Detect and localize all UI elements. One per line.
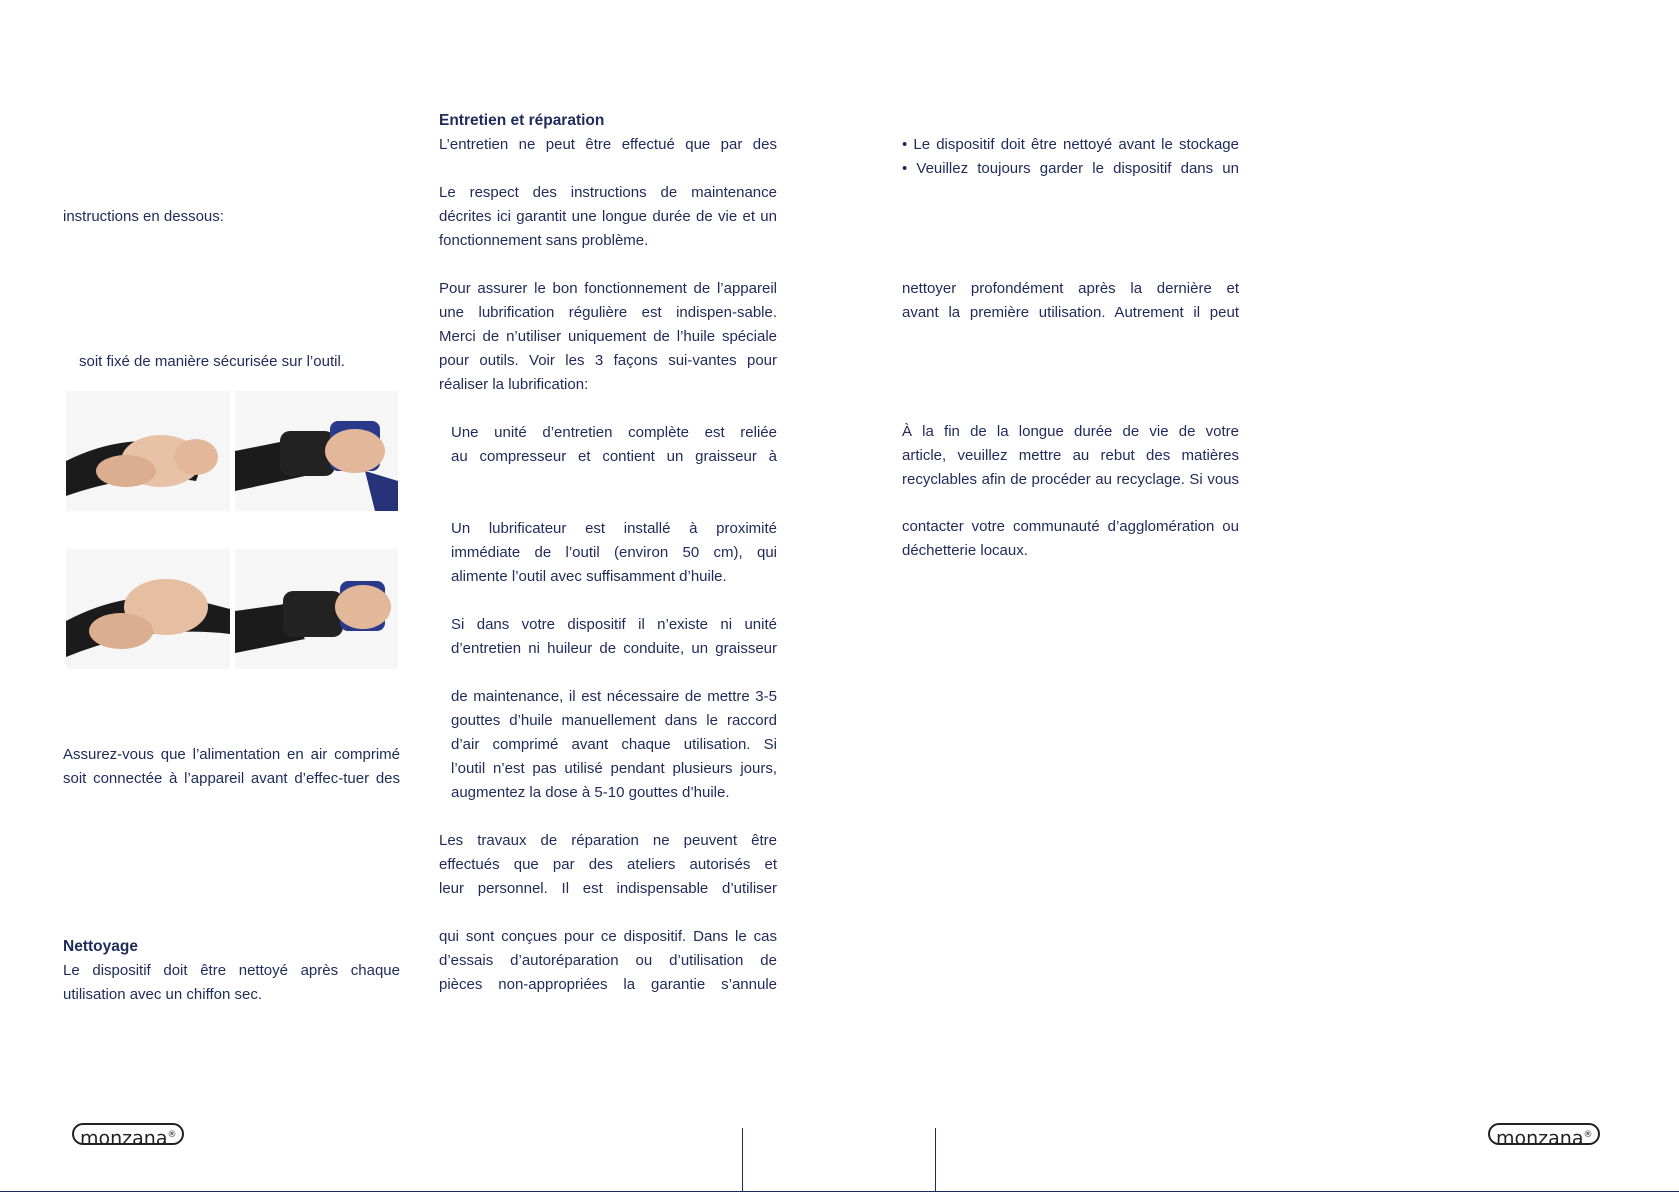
body-line: augmentez la dose à 5-10 gouttes d’huile. <box>451 784 730 801</box>
body-line: réaliser la lubrification: <box>439 376 589 393</box>
registered-mark: ® <box>167 1130 177 1140</box>
body-line: • Veuillez toujours garder le dispositif dans un <box>902 160 1239 177</box>
body-line: décrites ici garantit une longue durée de vie et un <box>439 208 777 225</box>
body-line: nettoyer profondément après la dernière et <box>902 280 1239 297</box>
body-line: recyclables afin de procéder au recyclage. Si vous <box>902 471 1239 488</box>
body-line: qui sont conçues pour ce dispositif. Dans le cas <box>439 928 777 945</box>
body-line: déchetterie locaux. <box>902 542 1028 559</box>
cleaning-heading: Nettoyage <box>63 938 138 955</box>
body-line: d’essais d’autoréparation ou d’utilisation de <box>439 952 777 969</box>
body-line: • Le dispositif doit être nettoyé avant le stockage <box>902 136 1239 153</box>
body-line: Une unité d’entretien complète est reliée <box>451 424 777 441</box>
body-line: Un lubrificateur est installé à proximité <box>451 520 777 537</box>
hose-photo-4 <box>235 549 398 669</box>
body-line: À la fin de la longue durée de vie de votre <box>902 423 1239 440</box>
body-line: avant la première utilisation. Autrement il peut <box>902 304 1239 321</box>
body-line: article, veuillez mettre au rebut des matières <box>902 447 1239 464</box>
maintenance-heading: Entretien et réparation <box>439 112 605 129</box>
body-line: Les travaux de réparation ne peuvent être <box>439 832 777 849</box>
body-line: effectués que par des ateliers autorisés et <box>439 856 777 873</box>
fold-line-left <box>742 1128 743 1192</box>
body-line: l’outil n’est pas utilisé pendant plusieurs jours, <box>451 760 777 777</box>
logo-text: monzana <box>1496 1127 1584 1150</box>
instructions-text: instructions en dessous: <box>63 208 224 225</box>
body-line: pour outils. Voir les 3 façons sui-vantes pour <box>439 352 777 369</box>
air-supply-line-2: soit connectée à l’appareil avant d’effec-tuer des <box>63 770 400 787</box>
body-line: au compresseur et contient un graisseur à <box>451 448 777 465</box>
fold-line-right <box>935 1128 936 1192</box>
body-line: Le respect des instructions de maintenance <box>439 184 777 201</box>
logo-text: monzana <box>80 1127 168 1150</box>
body-line: de maintenance, il est nécessaire de mettre 3-5 <box>451 688 777 705</box>
monzana-logo-left <box>72 1123 184 1150</box>
hose-photo-1 <box>66 391 230 511</box>
body-line: une lubrification régulière est indispen-sable. <box>439 304 777 321</box>
cleaning-line-2: utilisation avec un chiffon sec. <box>63 986 263 1003</box>
body-line: Pour assurer le bon fonctionnement de l’appareil <box>439 280 777 297</box>
body-line: d’air comprimé avant chaque utilisation. Si <box>451 736 777 753</box>
body-line: gouttes d’huile manuellement dans le raccord <box>451 712 777 729</box>
body-line: pièces non-appropriées la garantie s’annule <box>439 976 777 993</box>
cleaning-line-1: Le dispositif doit être nettoyé après chaque <box>63 962 400 979</box>
body-line: Merci de n’utiliser uniquement de l’huile spéciale <box>439 328 777 345</box>
hose-photo-3 <box>66 549 230 669</box>
fixed-text: soit fixé de manière sécurisée sur l’outil. <box>79 353 345 370</box>
body-line: immédiate de l’outil (environ 50 cm), qui <box>451 544 777 561</box>
body-line: alimente l’outil avec suffisamment d’huile. <box>451 568 727 585</box>
monzana-logo-right <box>1488 1123 1600 1150</box>
body-line: Si dans votre dispositif il n’existe ni unité <box>451 616 777 633</box>
hose-photo-2 <box>235 391 398 511</box>
body-line: d’entretien ni huileur de conduite, un graisseur <box>451 640 777 657</box>
body-line: L’entretien ne peut être effectué que par des <box>439 136 777 153</box>
body-line: fonctionnement sans problème. <box>439 232 649 249</box>
body-line: leur personnel. Il est indispensable d’utiliser <box>439 880 777 897</box>
registered-mark: ® <box>1583 1130 1593 1140</box>
air-supply-line-1: Assurez-vous que l’alimentation en air comprimé <box>63 746 400 763</box>
body-line: contacter votre communauté d’agglomération ou <box>902 518 1239 535</box>
